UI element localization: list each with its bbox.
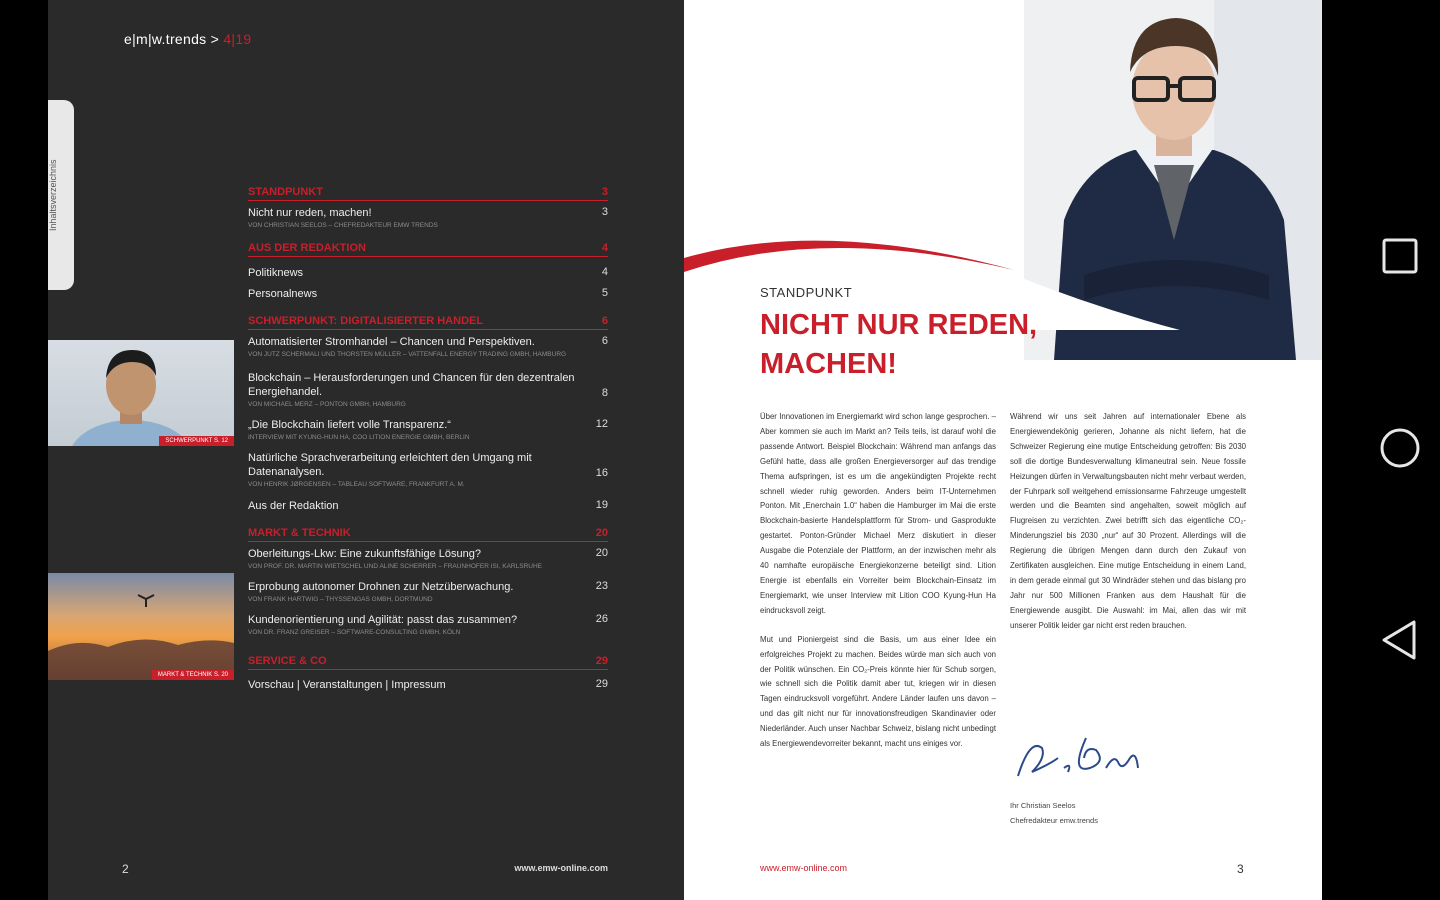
- toc-item[interactable]: [248, 678, 608, 692]
- toc-section-standpunkt: [248, 184, 608, 230]
- signature-role: Chefredakteur emw.trends: [1010, 816, 1098, 825]
- toc-item-page: 26: [595, 613, 608, 625]
- red-swoosh-decoration: [684, 0, 1322, 330]
- article-paragraph: Über Innovationen im Energiemarkt wird schon lange gesprochen. – Aber kommen sie auch im Markt an? Teils teils, ist darauf wohl die passende Antwort. Beispiel Blockchain: Während man anfangs das Gefühl hatte, dass alle großen Energieversorger auf das trendige Thema aufspringen, ist es um die angekündigten Projekte recht schnell wieder ruhig geworden. Anders beim IT-Unternehmen Ponton. Mit „Enerchain 1.0“ haben die Hamburger im Mai die erste Blockchain-basierte Handelsplattform für Strom- und Gasprodukte gestartet. Ponton-Gründer Michael Merz diskutiert in dieser Ausgabe die Potenziale der Plattform, an der inzwischen mehr als 40 namhafte europäische Energiekonzerne beteiligt sind. Lition Energie ist ebenfalls ein Vorreiter beim Blockchain-Einsatz im Energiemarkt, wie unser Interview mit Lition COO Kyung-Hun Ha eindrucksvoll zeigt.: [760, 412, 996, 615]
- toc-item-page: 19: [595, 499, 608, 511]
- section-title: SERVICE & CO: [248, 655, 327, 667]
- toc-item-page: 5: [601, 287, 608, 299]
- right-footer-url[interactable]: www.emw-online.com: [760, 863, 848, 873]
- toc-item[interactable]: [248, 499, 608, 513]
- toc-item[interactable]: [248, 335, 608, 349]
- toc-section-header[interactable]: [248, 525, 608, 542]
- toc-item-title: Natürliche Sprachverarbeitung erleichtert den Umgang mit Datenanalysen.: [248, 452, 532, 478]
- signature-name: Ihr Christian Seelos: [1010, 801, 1076, 810]
- toc-item[interactable]: [248, 580, 608, 594]
- article-paragraph: Während wir uns seit Jahren auf internationaler Ebene als Energiewendekönig gerieren, Johanne als nicht liefern, hat die Schweizer Regierung eine mutige Entscheidung getroffen: Bis 2030 soll die dortige Bundesverwaltung klimaneutral sein. Neue fossile Heizungen dürfen in Verwaltungsbauten nicht mehr verbaut werden, der Fuhrpark soll weitgehend emissionsarme Fahrzeuge umgestellt werden und die Beamten sind angehalten, soweit möglich auf Flugreisen zu verzichten. Zwei betrifft sich das eigentliche CO₂-Minderungsziel bis 2030 „nur“ auf 30 Prozent. Allerdings will die Regierung die übrigen Mengen dann durch den Zukauf von Zertifikaten ausgleichen. Eine mutige Entscheidung in einem Land, in dem gerade einmal gut 30 Windräder stehen und das bislang pro Jahr nur 500 Millionen Franken aus dem Haushalt für die Energiewende ausgibt. Die Auswahl: im Mai, allen das wir mit unserer Politik leider gar nicht erst reden brauchen.: [1010, 412, 1246, 630]
- toc-item[interactable]: [248, 613, 608, 627]
- recents-button[interactable]: [1370, 226, 1430, 286]
- toc-item-author: VON HENRIK JØRGENSEN – TABLEAU SOFTWARE, FRANKFURT A. M.: [248, 481, 465, 488]
- toc-item-title: Vorschau | Veranstaltungen | Impressum: [248, 679, 446, 691]
- left-black-margin: [0, 0, 48, 900]
- photo-tag-2: MARKT & TECHNIK S. 20: [152, 670, 234, 680]
- sunset-drone-icon: [48, 573, 234, 680]
- toc-item-page: 3: [601, 206, 608, 218]
- toc-item[interactable]: [248, 547, 608, 561]
- toc-section-service: [248, 653, 608, 692]
- section-title: AUS DER REDAKTION: [248, 242, 366, 254]
- home-circle-icon: [1370, 418, 1430, 478]
- toc-item-page: 29: [595, 678, 608, 690]
- toc-item-author: VON CHRISTIAN SEELOS – CHEFREDAKTEUR EMW TRENDS: [248, 222, 438, 229]
- toc-item-page: 16: [595, 467, 608, 479]
- toc-item-page: 23: [595, 580, 608, 592]
- left-page-number: 2: [122, 862, 129, 876]
- toc-item[interactable]: [248, 451, 608, 479]
- toc-photo-sunset[interactable]: [48, 573, 234, 680]
- toc-section-header[interactable]: [248, 184, 608, 201]
- toc-section-markt: [248, 525, 608, 637]
- article-column-1: [760, 410, 996, 766]
- toc-section-header[interactable]: [248, 653, 608, 670]
- section-page: 29: [595, 655, 608, 667]
- section-page: 3: [601, 186, 608, 198]
- signature-caption: [1010, 798, 1098, 828]
- toc-item-title: Politiknews: [248, 267, 304, 279]
- right-page-number: 3: [1237, 862, 1244, 876]
- toc-item[interactable]: [248, 418, 608, 432]
- toc-item-title: Personalnews: [248, 288, 318, 300]
- photo-tag-1: SCHWERPUNKT S. 12: [159, 436, 234, 446]
- table-of-contents: [248, 178, 608, 692]
- toc-item[interactable]: [248, 206, 608, 220]
- brand-text: e|m|w.trends >: [124, 31, 220, 47]
- toc-section-redaktion: [248, 240, 608, 301]
- left-page-contents: [48, 0, 684, 900]
- toc-item-author: VON FRANK HARTWIG – THYSSENGAS GMBH, DORTMUND: [248, 596, 433, 603]
- toc-section-header[interactable]: [248, 240, 608, 257]
- toc-photo-portrait[interactable]: [48, 340, 234, 446]
- toc-item[interactable]: [248, 371, 608, 399]
- toc-item-title: Blockchain – Herausforderungen und Chancen für den dezentralen Energiehandel.: [248, 372, 575, 398]
- portrait-man-icon: [48, 340, 234, 446]
- article-paragraph: Mut und Pioniergeist sind die Basis, um aus einer Idee ein erfolgreiches Projekt zu machen. Beides würde man sich auch von der Politik wünschen. Ein CO₂-Preis könnte hier für Schub sorgen, wie schnell sich die Politik damit aber tut, kriegen wir in diesen Tagen eindrucksvoll vorgeführt. Andere Länder laufen uns davon – und das gilt nicht nur für innovationsfreudigen Skandinavier oder Niederländer. Auch unser Nachbar Schweiz, bislang nicht unbedingt als Energiewendevorreiter bekannt, macht uns einiges vor.: [760, 634, 996, 749]
- section-page: 6: [601, 315, 608, 327]
- toc-item-author: VON JUTZ SCHERMALI UND THORSTEN MÜLLER – VATTENFALL ENERGY TRADING GMBH, HAMBURG: [248, 351, 567, 358]
- toc-item[interactable]: [248, 266, 608, 280]
- section-title: MARKT & TECHNIK: [248, 527, 351, 539]
- toc-item-author: VON MICHAEL MERZ – PONTON GMBH, HAMBURG: [248, 401, 406, 408]
- android-nav-bar: [1322, 0, 1440, 900]
- section-page: 20: [595, 527, 608, 539]
- article-column-2: [1010, 410, 1246, 648]
- home-button[interactable]: [1370, 418, 1430, 478]
- section-title: STANDPUNKT: [248, 186, 323, 198]
- toc-item-title: Nicht nur reden, machen!: [248, 207, 372, 219]
- toc-item-page: 8: [601, 387, 608, 399]
- article-kicker: STANDPUNKT: [760, 285, 853, 300]
- toc-item-title: „Die Blockchain liefert volle Transparenz.“: [248, 419, 451, 431]
- article-headline: NICHT NUR REDEN, MACHEN!: [760, 309, 1038, 380]
- toc-item[interactable]: [248, 287, 608, 301]
- toc-item-author: VON PROF. DR. MARTIN WIETSCHEL UND ALINE SCHERRER – FRAUNHOFER ISI, KARLSRUHE: [248, 563, 542, 570]
- left-footer-url[interactable]: www.emw-online.com: [514, 863, 608, 873]
- toc-item-title: Erprobung autonomer Drohnen zur Netzüberwachung.: [248, 581, 514, 593]
- signature-image: [1010, 728, 1150, 788]
- back-triangle-icon: [1370, 610, 1430, 670]
- toc-item-title: Automatisierter Stromhandel – Chancen und Perspektiven.: [248, 336, 535, 348]
- recents-square-icon: [1370, 226, 1430, 286]
- toc-item-page: 20: [595, 547, 608, 559]
- toc-section-schwerpunkt: [248, 313, 608, 513]
- section-page: 4: [601, 242, 608, 254]
- toc-item-author: VON DR. FRANZ GREISER – SOFTWARE-CONSULTING GMBH, KÖLN: [248, 629, 461, 636]
- toc-item-title: Oberleitungs-Lkw: Eine zukunftsfähige Lösung?: [248, 548, 481, 560]
- issue-number: 4|19: [223, 31, 252, 47]
- toc-item-title: Aus der Redaktion: [248, 500, 339, 512]
- section-title: SCHWERPUNKT: DIGITALISIERTER HANDEL: [248, 315, 484, 327]
- right-page-article: [684, 0, 1322, 900]
- toc-item-title: Kundenorientierung und Agilität: passt das zusammen?: [248, 614, 518, 626]
- back-button[interactable]: [1370, 610, 1430, 670]
- toc-item-page: 6: [601, 335, 608, 347]
- toc-section-header[interactable]: [248, 313, 608, 330]
- toc-item-author: INTERVIEW MIT KYUNG-HUN HA, COO LITION ENERGIE GMBH, BERLIN: [248, 434, 470, 441]
- toc-side-tab-label: Inhaltsverzeichnis: [48, 159, 58, 231]
- magazine-brand: [124, 31, 252, 47]
- toc-item-page: 4: [601, 266, 608, 278]
- toc-item-page: 12: [595, 418, 608, 430]
